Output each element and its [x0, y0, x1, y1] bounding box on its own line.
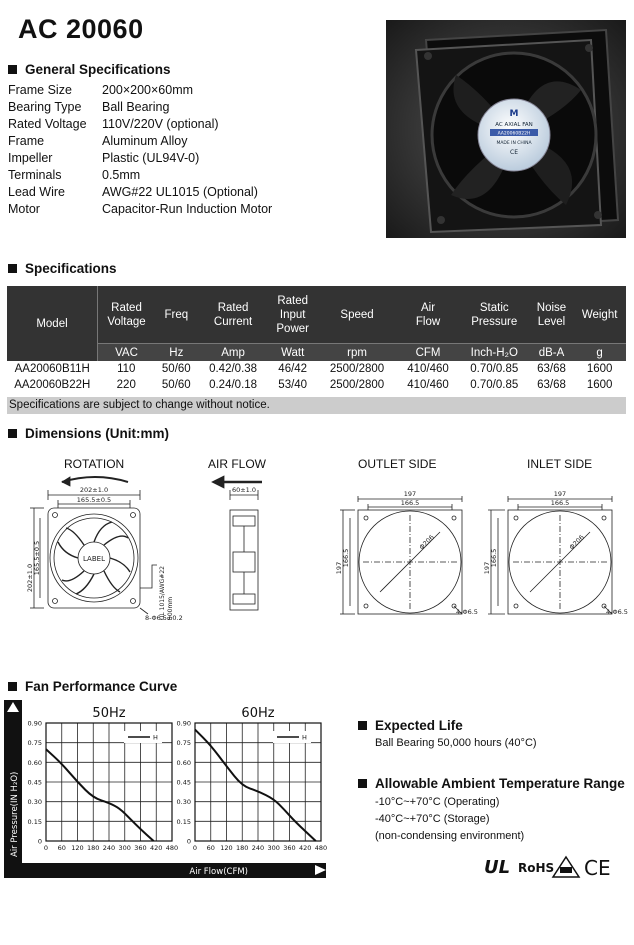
col-header: [397, 286, 459, 344]
y-tick-label: 0.30: [176, 798, 191, 807]
spec-value: Aluminum Alloy: [102, 134, 188, 148]
x-tick-label: 240: [102, 844, 116, 852]
x-tick-label: 0: [192, 844, 198, 852]
inlet-width-inner: 166.5: [550, 499, 570, 507]
spec-row: [8, 150, 328, 167]
expected-life-text: Ball Bearing 50,000 hours (40°C): [375, 737, 537, 749]
table-cell: 0.70/0.85: [470, 363, 519, 375]
chart-title: 50Hz: [92, 706, 126, 721]
x-tick-label: 300: [267, 844, 280, 852]
col-unit: dB-A: [530, 344, 574, 362]
x-tick-label: 60: [57, 844, 66, 852]
chart-title: 60Hz: [241, 706, 275, 721]
specs-heading: Specifications: [8, 261, 117, 276]
col-unit: CFM: [397, 344, 459, 362]
inlet-height-outer: 197: [483, 561, 491, 575]
table-cell: 410/460: [407, 379, 449, 391]
col-header-line: Flow: [415, 315, 441, 328]
col-unit: Watt: [269, 344, 317, 362]
table-cell: 0.24/0.18: [209, 379, 258, 391]
lead-length-text: 500mm: [167, 596, 174, 620]
table-cell: 53/40: [278, 379, 308, 391]
front-height-outer: 202±1.0: [26, 563, 34, 593]
y-tick-label: 0.45: [27, 778, 42, 787]
table-cell: 63/68: [537, 363, 566, 375]
table-cell: AA20060B11H: [14, 363, 90, 375]
x-tick-label: 180: [236, 844, 249, 852]
table-row: [7, 361, 626, 377]
x-tick-label: 360: [283, 844, 296, 852]
table-cell: 50/60: [161, 379, 191, 391]
spec-row: [8, 116, 328, 133]
col-header-line: Weight: [581, 308, 618, 321]
front-height-inner: 165.5±0.5: [33, 540, 41, 576]
y-tick-label: 0: [37, 837, 42, 846]
col-header-model: Model: [7, 286, 98, 361]
bullet-square-icon: [358, 721, 367, 730]
table-cell: 110: [117, 363, 136, 375]
performance-curve-panel: [4, 697, 330, 882]
x-tick-label: 300: [118, 844, 131, 852]
col-unit: rpm: [317, 344, 397, 362]
legend-label: H: [153, 733, 158, 742]
y-tick-label: 0: [186, 837, 191, 846]
front-holes-text: 8-Φ6.5±0.2: [145, 614, 183, 622]
table-cell: 220: [116, 379, 136, 391]
col-header-line: Speed: [340, 308, 374, 321]
svg-text:CE: CE: [584, 856, 611, 880]
y-tick-label: 0.75: [27, 739, 42, 748]
rotation-label: ROTATION: [64, 457, 125, 471]
curve-ylabel: Air Pressure(IN H₂O): [10, 771, 20, 857]
ul-text: UL: [484, 857, 511, 878]
legend-label: H: [302, 733, 307, 742]
x-tick-label: 120: [71, 844, 84, 852]
table-cell: 1600: [586, 379, 613, 391]
col-header-line: Voltage: [107, 315, 146, 328]
bullet-square-icon: [8, 429, 17, 438]
table-cell: 2500/2800: [329, 363, 385, 375]
dimension-drawings: [0, 470, 634, 630]
col-header-line: Static: [479, 301, 509, 314]
inlet-side-label: INLET SIDE: [527, 457, 593, 471]
specs-table: [7, 286, 626, 393]
x-tick-label: 120: [220, 844, 233, 852]
ambient-line-2: -40°C~+70°C (Storage): [375, 813, 490, 825]
outlet-width-inner: 166.5: [400, 499, 420, 507]
spec-key: Lead Wire: [8, 185, 65, 199]
col-header: [98, 286, 156, 344]
general-specs-heading: General Specifications: [8, 62, 171, 77]
inlet-diameter: Φ206: [567, 533, 586, 552]
y-tick-label: 0.60: [176, 758, 191, 767]
x-tick-label: 480: [314, 844, 328, 852]
col-unit: VAC: [98, 344, 156, 362]
spec-value: Plastic (UL94V-0): [102, 151, 200, 165]
photo-label-ce: CE: [510, 149, 518, 156]
table-cell: 410/460: [407, 363, 449, 375]
col-unit: Amp: [198, 344, 269, 362]
outlet-width-outer: 197: [403, 490, 417, 498]
table-cell: 0.42/0.38: [209, 363, 258, 375]
spec-row: [8, 167, 328, 184]
rohs-text: RoHS: [518, 861, 555, 875]
curve-xlabel: Air Flow(CFM): [189, 867, 248, 877]
spec-row: [8, 184, 328, 201]
inlet-height-inner: 166.5: [490, 548, 498, 568]
ambient-line-1: -10°C~+70°C (Operating): [375, 796, 500, 808]
outlet-height-inner: 166.5: [342, 548, 350, 568]
tuv-mark-icon: [553, 857, 579, 877]
y-tick-label: 0.15: [27, 817, 42, 826]
inlet-holes-text: 4-Φ6.5: [606, 608, 628, 616]
spec-key: Motor: [8, 202, 40, 216]
table-cell: 50/60: [161, 363, 191, 375]
photo-label-brand: AC AXIAL FAN: [495, 122, 533, 128]
outlet-height-outer: 197: [335, 561, 343, 575]
fan-photo-graphic: [386, 20, 626, 238]
table-cell: 46/42: [278, 363, 308, 375]
col-header: [530, 286, 574, 344]
spec-key: Frame Size: [8, 83, 72, 97]
col-unit: Hz: [155, 344, 198, 362]
col-header-line: Noise: [536, 301, 567, 314]
ce-mark-icon: [584, 856, 611, 880]
col-header-line: Rated: [217, 301, 249, 314]
spec-key: Bearing Type: [8, 100, 82, 114]
dimensions-heading: Dimensions (Unit:mm): [8, 426, 169, 441]
y-tick-label: 0.75: [176, 739, 191, 748]
col-header: [198, 286, 269, 344]
y-tick-label: 0.15: [176, 817, 191, 826]
spec-value: 0.5mm: [102, 168, 141, 182]
table-cell: 2500/2800: [329, 379, 385, 391]
x-tick-label: 360: [134, 844, 147, 852]
col-header-line: Power: [276, 322, 309, 335]
x-tick-label: 420: [150, 844, 163, 852]
x-tick-label: 180: [87, 844, 100, 852]
curve-heading: Fan Performance Curve: [8, 679, 177, 694]
col-header-line: Rated: [111, 301, 142, 314]
spec-value: Ball Bearing: [102, 100, 170, 114]
bullet-square-icon: [358, 779, 367, 788]
spec-value: 110V/220V (optional): [102, 117, 219, 131]
y-tick-label: 0.90: [27, 719, 42, 728]
x-tick-label: 240: [251, 844, 265, 852]
bullet-square-icon: [8, 264, 17, 273]
outlet-side-label: OUTLET SIDE: [358, 457, 437, 471]
certifications: [482, 853, 628, 881]
inlet-width-outer: 197: [553, 490, 567, 498]
y-tick-label: 0.45: [176, 778, 191, 787]
side-width-text: 60±1.0: [231, 486, 257, 494]
front-width-outer: 202±1.0: [79, 486, 109, 494]
col-header-line: Rated: [277, 294, 309, 307]
col-unit: Inch-H₂O: [459, 344, 530, 362]
spec-key: Rated Voltage: [8, 117, 87, 131]
spec-value: AWG#22 UL1015 (Optional): [102, 185, 258, 199]
col-header-line: Air: [420, 301, 436, 314]
col-header-line: Pressure: [471, 315, 518, 328]
spec-row: [8, 99, 328, 116]
page-title: AC 20060: [18, 14, 144, 44]
product-photo: [386, 20, 626, 238]
col-header: [459, 286, 530, 344]
outlet-diameter: Φ206: [417, 533, 436, 552]
series-line-H: [195, 730, 316, 841]
y-tick-label: 0.60: [27, 758, 42, 767]
expected-life-heading: Expected Life: [358, 718, 463, 733]
y-tick-label: 0.90: [176, 719, 191, 728]
svg-text:M: M: [509, 109, 519, 119]
table-row: [7, 377, 626, 393]
col-header: [269, 286, 317, 344]
front-label-text: LABEL: [83, 555, 105, 563]
spec-key: Terminals: [8, 168, 62, 182]
col-header-line: Freq: [164, 308, 189, 321]
spec-row: [8, 133, 328, 150]
spec-key: Frame: [8, 134, 45, 148]
x-tick-label: 480: [165, 844, 179, 852]
lead-wire-text: UL 1015/AWG#22: [159, 566, 166, 620]
spec-value: 200×200×60mm: [102, 83, 194, 97]
col-header: [573, 286, 626, 344]
bullet-square-icon: [8, 682, 17, 691]
specs-notice: Specifications are subject to change without notice.: [7, 397, 626, 414]
airflow-label: AIR FLOW: [208, 457, 267, 471]
col-header: [317, 286, 397, 344]
spec-value: Capacitor-Run Induction Motor: [102, 202, 273, 216]
table-cell: 1600: [586, 363, 613, 375]
x-tick-label: 420: [299, 844, 312, 852]
photo-label-origin: MADE IN CHINA: [496, 141, 532, 146]
bullet-square-icon: [8, 65, 17, 74]
x-tick-label: 0: [43, 844, 49, 852]
col-header-line: Current: [213, 315, 253, 328]
spec-key: Impeller: [8, 151, 53, 165]
ambient-line-3: (non-condensing environment): [375, 830, 525, 842]
front-width-inner: 165.5±0.5: [76, 496, 112, 504]
x-tick-label: 60: [206, 844, 215, 852]
y-tick-label: 0.30: [27, 798, 42, 807]
outlet-holes-text: 4-Φ6.5: [456, 608, 478, 616]
table-cell: 63/68: [537, 379, 566, 391]
col-header-line: Input: [279, 308, 306, 321]
spec-row: [8, 201, 328, 218]
ambient-heading: Allowable Ambient Temperature Range: [358, 776, 625, 791]
col-unit: g: [573, 344, 626, 362]
col-header-line: Level: [537, 315, 566, 328]
table-cell: AA20060B22H: [14, 379, 91, 391]
col-header: [155, 286, 198, 344]
photo-label-model: AA20060B22H: [497, 131, 531, 137]
ul-mark-icon: [484, 857, 510, 878]
table-cell: 0.70/0.85: [470, 379, 519, 391]
spec-row: [8, 82, 328, 99]
